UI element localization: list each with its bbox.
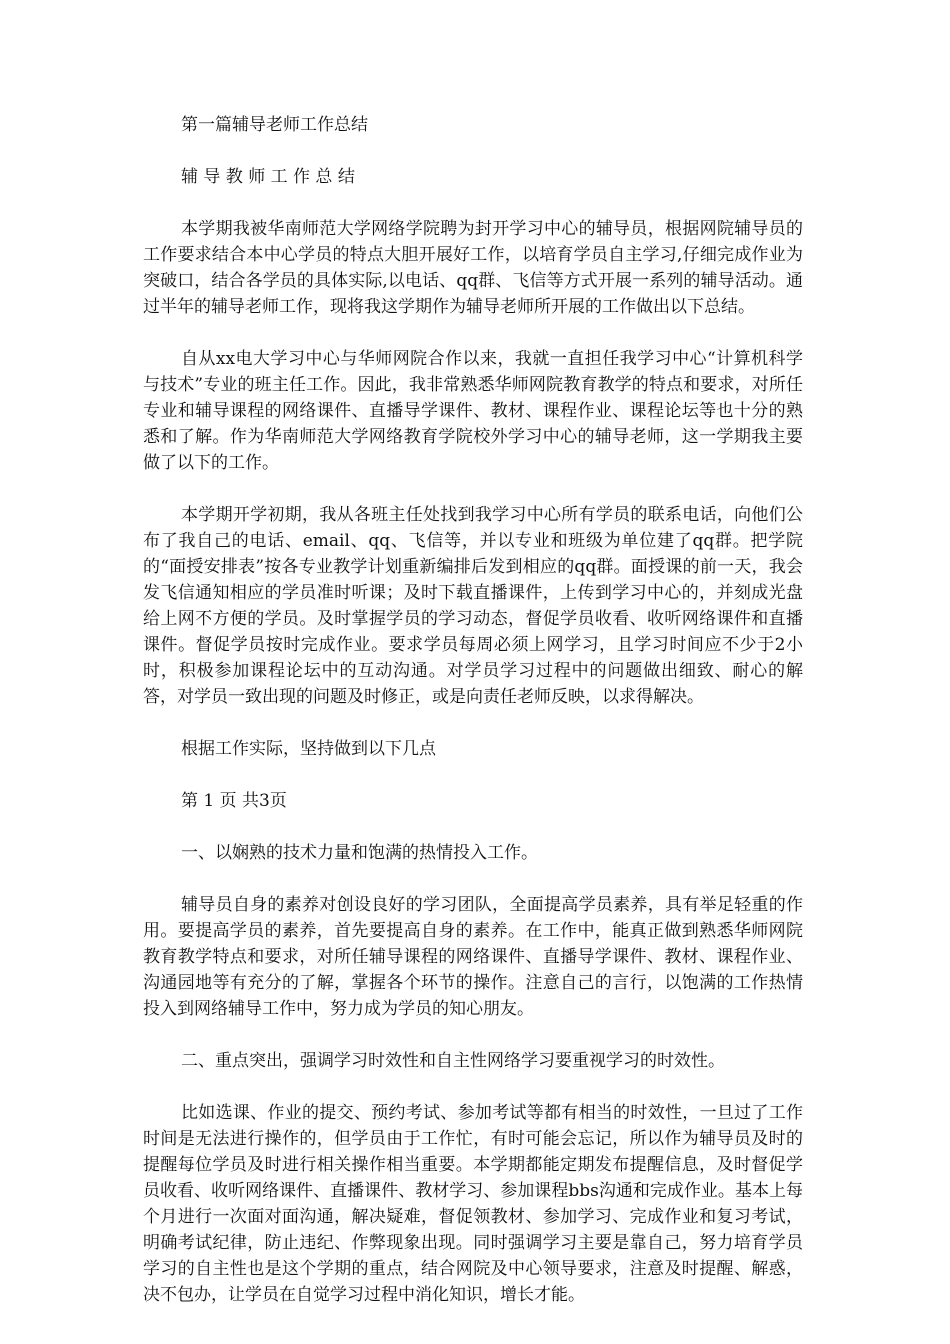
document-body <box>143 112 803 1334</box>
paragraph-background: 自从xx电大学习中心与华师网院合作以来，我就一直担任我学习中心“计算机科学与技术”专业的班主任工作。因此，我非常熟悉华师网院教育教学的特点和要求，对所任专业和辅导课程的网络课件、直播导学课件、教材、课程作业、课程论坛等也十分的熟悉和了解。作为华南师范大学网络教育学院校外学习中心的辅导老师，这一学期我主要做了以下的工作。 <box>143 349 803 473</box>
page-number: 第 1 页 共3页 <box>181 791 287 811</box>
paragraph-section-two: 比如选课、作业的提交、预约考试、参加考试等都有相当的时效性，一旦过了工作时间是无法进行操作的，但学员由于工作忙，有时可能会忘记，所以作为辅导员及时的提醒每位学员及时进行相关操作相当重要。本学期都能定期发布提醒信息，及时督促学员收看、收听网络课件、直播课件、教材学习、参加课程bbs沟通和完成作业。基本上每个月进行一次面对面沟通，解决疑难，督促领教材、参加学习、完成作业和复习考试，明确考试纪律，防止违纪、作弊现象出现。同时强调学习主要是靠自己，努力培育学员学习的自主性也是这个学期的重点，结合网院及中心领导要求，注意及时提醒、解惑，决不包办，让学员在自觉学习过程中消化知识，增长才能。 <box>143 1103 803 1305</box>
paragraph-intro: 本学期我被华南师范大学网络学院聘为封开学习中心的辅导员，根据网院辅导员的工作要求结合本中心学员的特点大胆开展好工作，以培育学员自主学习,仔细完成作业为突破口，结合各学员的具体实际,以电话、qq群、飞信等方式开展一系列的辅导活动。通过半年的辅导老师工作，现将我这学期作为辅导老师所开展的工作做出以下总结。 <box>143 219 803 317</box>
paragraph-points-intro: 根据工作实际，坚持做到以下几点 <box>181 739 436 759</box>
document-heading: 第一篇辅导老师工作总结 <box>181 115 368 135</box>
document-subheading: 辅 导 教 师 工 作 总 结 <box>181 167 355 187</box>
section-heading-two: 二、重点突出，强调学习时效性和自主性网络学习要重视学习的时效性。 <box>181 1051 725 1071</box>
section-heading-one: 一、以娴熟的技术力量和饱满的热情投入工作。 <box>181 843 538 863</box>
paragraph-section-one: 辅导员自身的素养对创设良好的学习团队，全面提高学员素养，具有举足轻重的作用。要提高学员的素养，首先要提高自身的素养。在工作中，能真正做到熟悉华师网院教育教学特点和要求，对所任辅导课程的网络课件、直播导学课件、教材、课程作业、沟通园地等有充分的了解，掌握各个环节的操作。注意自己的言行，以饱满的工作热情投入到网络辅导工作中，努力成为学员的知心朋友。 <box>143 895 803 1019</box>
paragraph-semester-work: 本学期开学初期，我从各班主任处找到我学习中心所有学员的联系电话，向他们公布了我自己的电话、email、qq、飞信等，并以专业和班级为单位建了qq群。把学院的“面授安排表”按各专业教学计划重新编排后发到相应的qq群。面授课的前一天，我会发飞信通知相应的学员准时听课；及时下载直播课件，上传到学习中心的，并刻成光盘给上网不方便的学员。及时掌握学员的学习动态，督促学员收看、收听网络课件和直播课件。督促学员按时完成作业。要求学员每周必须上网学习，且学习时间应不少于2小时，积极参加课程论坛中的互动沟通。对学员学习过程中的问题做出细致、耐心的解答，对学员一致出现的问题及时修正，或是向责任老师反映，以求得解决。 <box>143 505 803 707</box>
